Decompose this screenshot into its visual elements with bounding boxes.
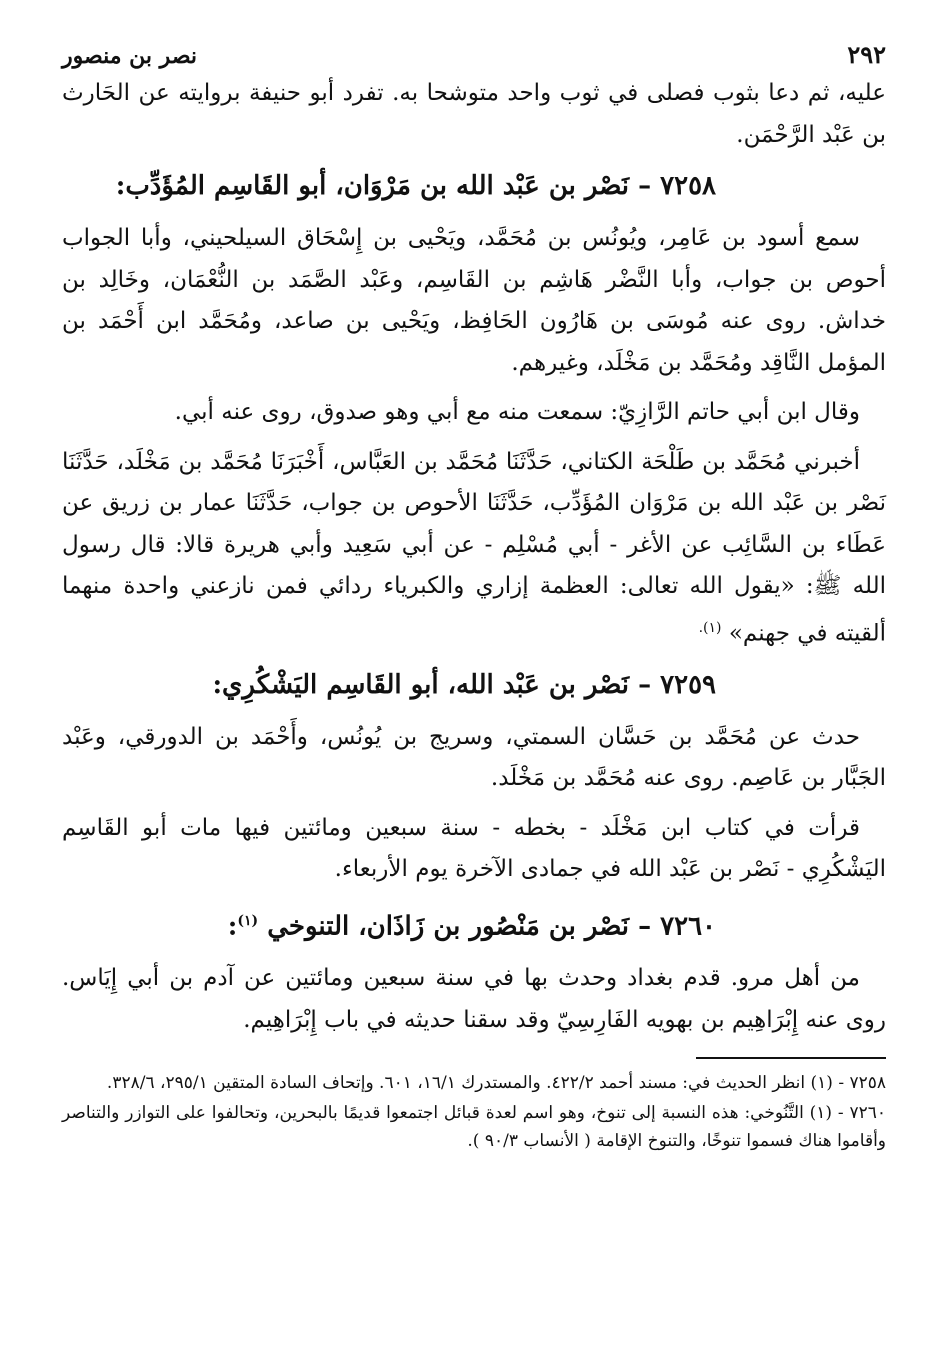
entry-7259-paragraph-2: قرأت في كتاب ابن مَخْلَد - بخطه - سنة سبعين ومائتين فيها مات أبو القَاسِم اليَشْكُرِي - نَصْر بن عَبْد الله في جمادى الآخرة يوم الأربعاء. [62, 814, 886, 883]
page-number: ٢٩٢ [847, 40, 886, 69]
entry-7258-paragraph-1: سمع أسود بن عَامِر، ويُونُس بن مُحَمَّد، ويَحْيى بن إِسْحَاق السيلحيني، وأبا الجواب أحوص بن جواب، وأبا النَّضْر هَاشِم بن القَاسِم، وعَبْد الصَّمَد بن النُّعْمَان، وخَالِد بن خداش. روى عنه مُوسَى بن هَارُون الحَافِظ، ويَحْيى بن صاعد، ومُحَمَّد ابن أَحْمَد بن المؤمل النَّاقِد ومُحَمَّد بن مَخْلَد، وغيرهم. [62, 225, 886, 376]
title-colon: : [227, 911, 238, 942]
entry-7259-paragraph-1: حدث عن مُحَمَّد بن حَسَّان السمتي، وسريج بن يُونُس، وأَحْمَد بن الدورقي، وعَبْد الجَبَّار بن عَاصِم. روى عنه مُحَمَّد بن مَخْلَد. [62, 723, 886, 792]
entry-title-7259: ٧٢٥٩ – نَصْر بن عَبْد الله، أبو القَاسِم اليَشْكُرِي: [212, 669, 716, 700]
entry-7260-paragraph-1: من أهل مرو. قدم بغداد وحدث بها في سنة سبعين ومائتين عن آدم بن أبي إِيَاس. روى عنه إِبْرَاهِيم بن بهويه الفَارِسِيّ وقد سقنا حديثه في باب إِبْرَاهِيم. [62, 965, 886, 1033]
footnote-ref: (١). [698, 619, 722, 636]
entry-title-7260 [62, 899, 886, 949]
footnote-ref: (١) [237, 912, 259, 929]
entry-7258-paragraph-2: وقال ابن أبي حاتم الرَّازِيّ: سمعت منه مع أبي وهو صدوق، روى عنه أبي. [174, 399, 860, 425]
running-title: نصر بن منصور [62, 43, 198, 69]
entry-title-7260-text: ٧٢٦٠ – نَصْر بن مَنْصُور بن زَاذَان، التنوخي [267, 911, 716, 942]
footnote-7260: ٧٢٦٠ - (١) التَّنُوخي: هذه النسبة إلى تنوخ، وهو اسم لعدة قبائل اجتمعوا قديمًا بالبحرين، وتحالفوا على التوازر والتناصر وأقاموا هناك فسموا تنوخًا، والتنوخ الإقامة ( الأنساب ٩٠/٣ ). [62, 1103, 886, 1152]
hadith-text: أخبرني مُحَمَّد بن طَلْحَة الكتاني، حَدَّثَنَا مُحَمَّد بن العَبَّاس، أَخْبَرَنَا مُحَمَّد بن مَخْلَد، حَدَّثَنَا نَصْر بن عَبْد الله بن مَرْوَان المُؤَدِّب، حَدَّثَنَا الأحوص بن جواب، حَدَّثَنَا عمار بن زريق عن عَطَاء بن السَّائِب عن الأغر - أبي مُسْلِم - عن أبي سَعِيد وأبي هريرة قالا: قال رسول الله ﷺ: «يقول الله تعالى: العظمة إزاري والكبرياء ردائي فمن نازعني واحدة منهما ألقيته في جهنم» [62, 448, 886, 647]
entry-7258-paragraph-3 [62, 442, 886, 655]
running-header [62, 40, 886, 71]
footnote-divider [696, 1057, 886, 1059]
continued-paragraph: عليه، ثم دعا بثوب فصلى في ثوب واحد متوشحا به. تفرد أبو حنيفة بروايته عن الحَارث بن عَبْد الرَّحْمَن. [62, 80, 886, 148]
footnote-7258: ٧٢٥٨ - (١) انظر الحديث في: مسند أحمد ٤٢٢/٢. والمستدرك ١٦/١، ٦٠١. وإتحاف السادة المتقين ٢٩٥/١، ٣٢٨/٦. [106, 1073, 886, 1094]
entry-title-7258: ٧٢٥٨ – نَصْر بن عَبْد الله بن مَرْوَان، أبو القَاسِم المُؤَدِّب: [115, 171, 716, 201]
